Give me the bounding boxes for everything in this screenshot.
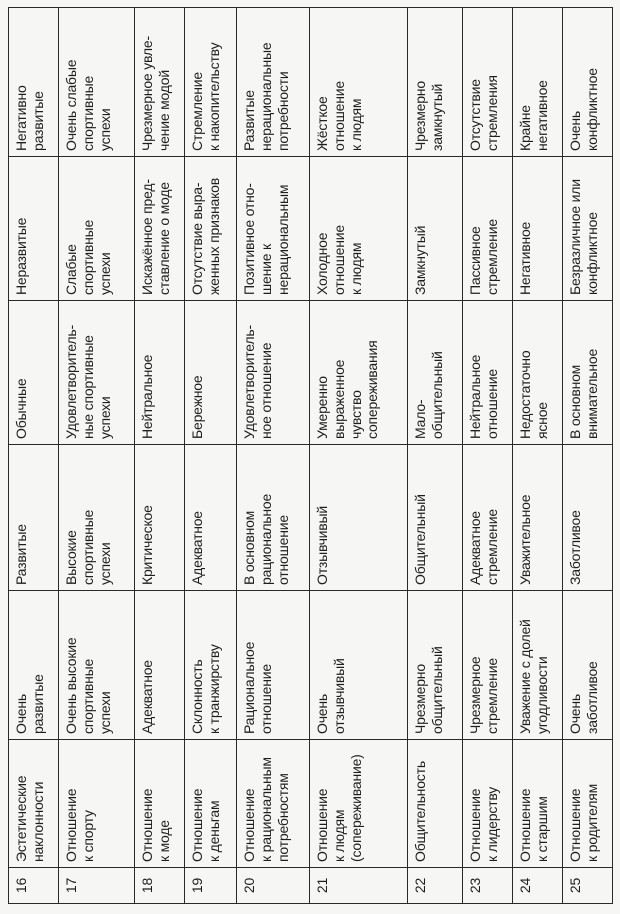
level-cell: Склонность к транжирству	[185, 591, 237, 740]
level-cell: Чрезмерное стремление	[463, 591, 513, 740]
row-number: 23	[463, 868, 513, 904]
level-cell: Чрезмерно замкнутый	[408, 8, 463, 157]
personality-traits-table	[8, 7, 613, 904]
row-number: 19	[185, 868, 237, 904]
row-number: 22	[408, 868, 463, 904]
trait-name: Отношение к рациональным потребностям	[237, 740, 310, 868]
level-cell: Очень слабые спортивные успехи	[59, 8, 135, 157]
level-cell: В основном внимательное	[563, 301, 613, 445]
level-cell: Очень заботливое	[563, 591, 613, 740]
level-cell: Искажённое пред- ставление о моде	[135, 157, 185, 301]
level-cell: Отсутствие стремления	[463, 8, 513, 157]
level-cell: Общительный	[408, 445, 463, 591]
trait-name: Отношение к людям (сопереживание)	[310, 740, 408, 868]
trait-name: Общительность	[408, 740, 463, 868]
level-cell: Рациональное отношение	[237, 591, 310, 740]
level-cell: Недостаточно ясное	[513, 301, 563, 445]
trait-name: Отношение к родителям	[563, 740, 613, 868]
table-row	[563, 8, 613, 904]
row-number: 24	[513, 868, 563, 904]
level-cell: Развитые нерациональные потребности	[237, 8, 310, 157]
level-cell: Нейтральное отношение	[463, 301, 513, 445]
trait-name: Отношение к моде	[135, 740, 185, 868]
level-cell: В основном рациональное отношение	[237, 445, 310, 591]
level-cell: Пассивное стремление	[463, 157, 513, 301]
level-cell: Чрезмерное увле- чение модой	[135, 8, 185, 157]
level-cell: Холодное отношение к людям	[310, 157, 408, 301]
trait-name: Эстетические наклонности	[9, 740, 59, 868]
rotated-table-container	[8, 8, 612, 904]
level-cell: Очень отзывчивый	[310, 591, 408, 740]
level-cell: Нейтральное	[135, 301, 185, 445]
row-number: 17	[59, 868, 135, 904]
level-cell: Развитые	[9, 445, 59, 591]
level-cell: Крайне негативное	[513, 8, 563, 157]
trait-name: Отношение к деньгам	[185, 740, 237, 868]
level-cell: Слабые спортивные успехи	[59, 157, 135, 301]
level-cell: Критическое	[135, 445, 185, 591]
level-cell: Адекватное стремление	[463, 445, 513, 591]
level-cell: Высокие спортивные успехи	[59, 445, 135, 591]
level-cell: Удовлетворитель- ные спортивные успехи	[59, 301, 135, 445]
table-row	[9, 8, 59, 904]
trait-name: Отношение к старшим	[513, 740, 563, 868]
level-cell: Адекватное	[135, 591, 185, 740]
level-cell: Уважительное	[513, 445, 563, 591]
table-row	[185, 8, 237, 904]
level-cell: Неразвитые	[9, 157, 59, 301]
level-cell: Безразличное или конфликтное	[563, 157, 613, 301]
level-cell: Удовлетворитель- ное отношение	[237, 301, 310, 445]
level-cell: Отзывчивый	[310, 445, 408, 591]
level-cell: Очень конфликтное	[563, 8, 613, 157]
level-cell: Негативное	[513, 157, 563, 301]
row-number: 20	[237, 868, 310, 904]
table-row	[237, 8, 310, 904]
level-cell: Уважение с долей угодливости	[513, 591, 563, 740]
table-row	[310, 8, 408, 904]
level-cell: Адекватное	[185, 445, 237, 591]
table-row	[463, 8, 513, 904]
level-cell: Негативно развитые	[9, 8, 59, 157]
level-cell: Чрезмерно общительный	[408, 591, 463, 740]
level-cell: Заботливое	[563, 445, 613, 591]
row-number: 16	[9, 868, 59, 904]
level-cell: Отсутствие выра- женных признаков	[185, 157, 237, 301]
level-cell: Стремление к накопительству	[185, 8, 237, 157]
level-cell: Позитивное отно- шение к нерациональным	[237, 157, 310, 301]
trait-name: Отношение к лидерству	[463, 740, 513, 868]
table-row	[59, 8, 135, 904]
table-row	[135, 8, 185, 904]
level-cell: Умеренно выраженное чувство сопереживания	[310, 301, 408, 445]
trait-name: Отношение к спорту	[59, 740, 135, 868]
level-cell: Очень развитые	[9, 591, 59, 740]
row-number: 18	[135, 868, 185, 904]
level-cell: Бережное	[185, 301, 237, 445]
level-cell: Жёсткое отношение к людям	[310, 8, 408, 157]
level-cell: Обычные	[9, 301, 59, 445]
table-row	[513, 8, 563, 904]
level-cell: Мало- общительный	[408, 301, 463, 445]
row-number: 21	[310, 868, 408, 904]
table-row	[408, 8, 463, 904]
level-cell: Очень высокие спортивные успехи	[59, 591, 135, 740]
row-number: 25	[563, 868, 613, 904]
level-cell: Замкнутый	[408, 157, 463, 301]
